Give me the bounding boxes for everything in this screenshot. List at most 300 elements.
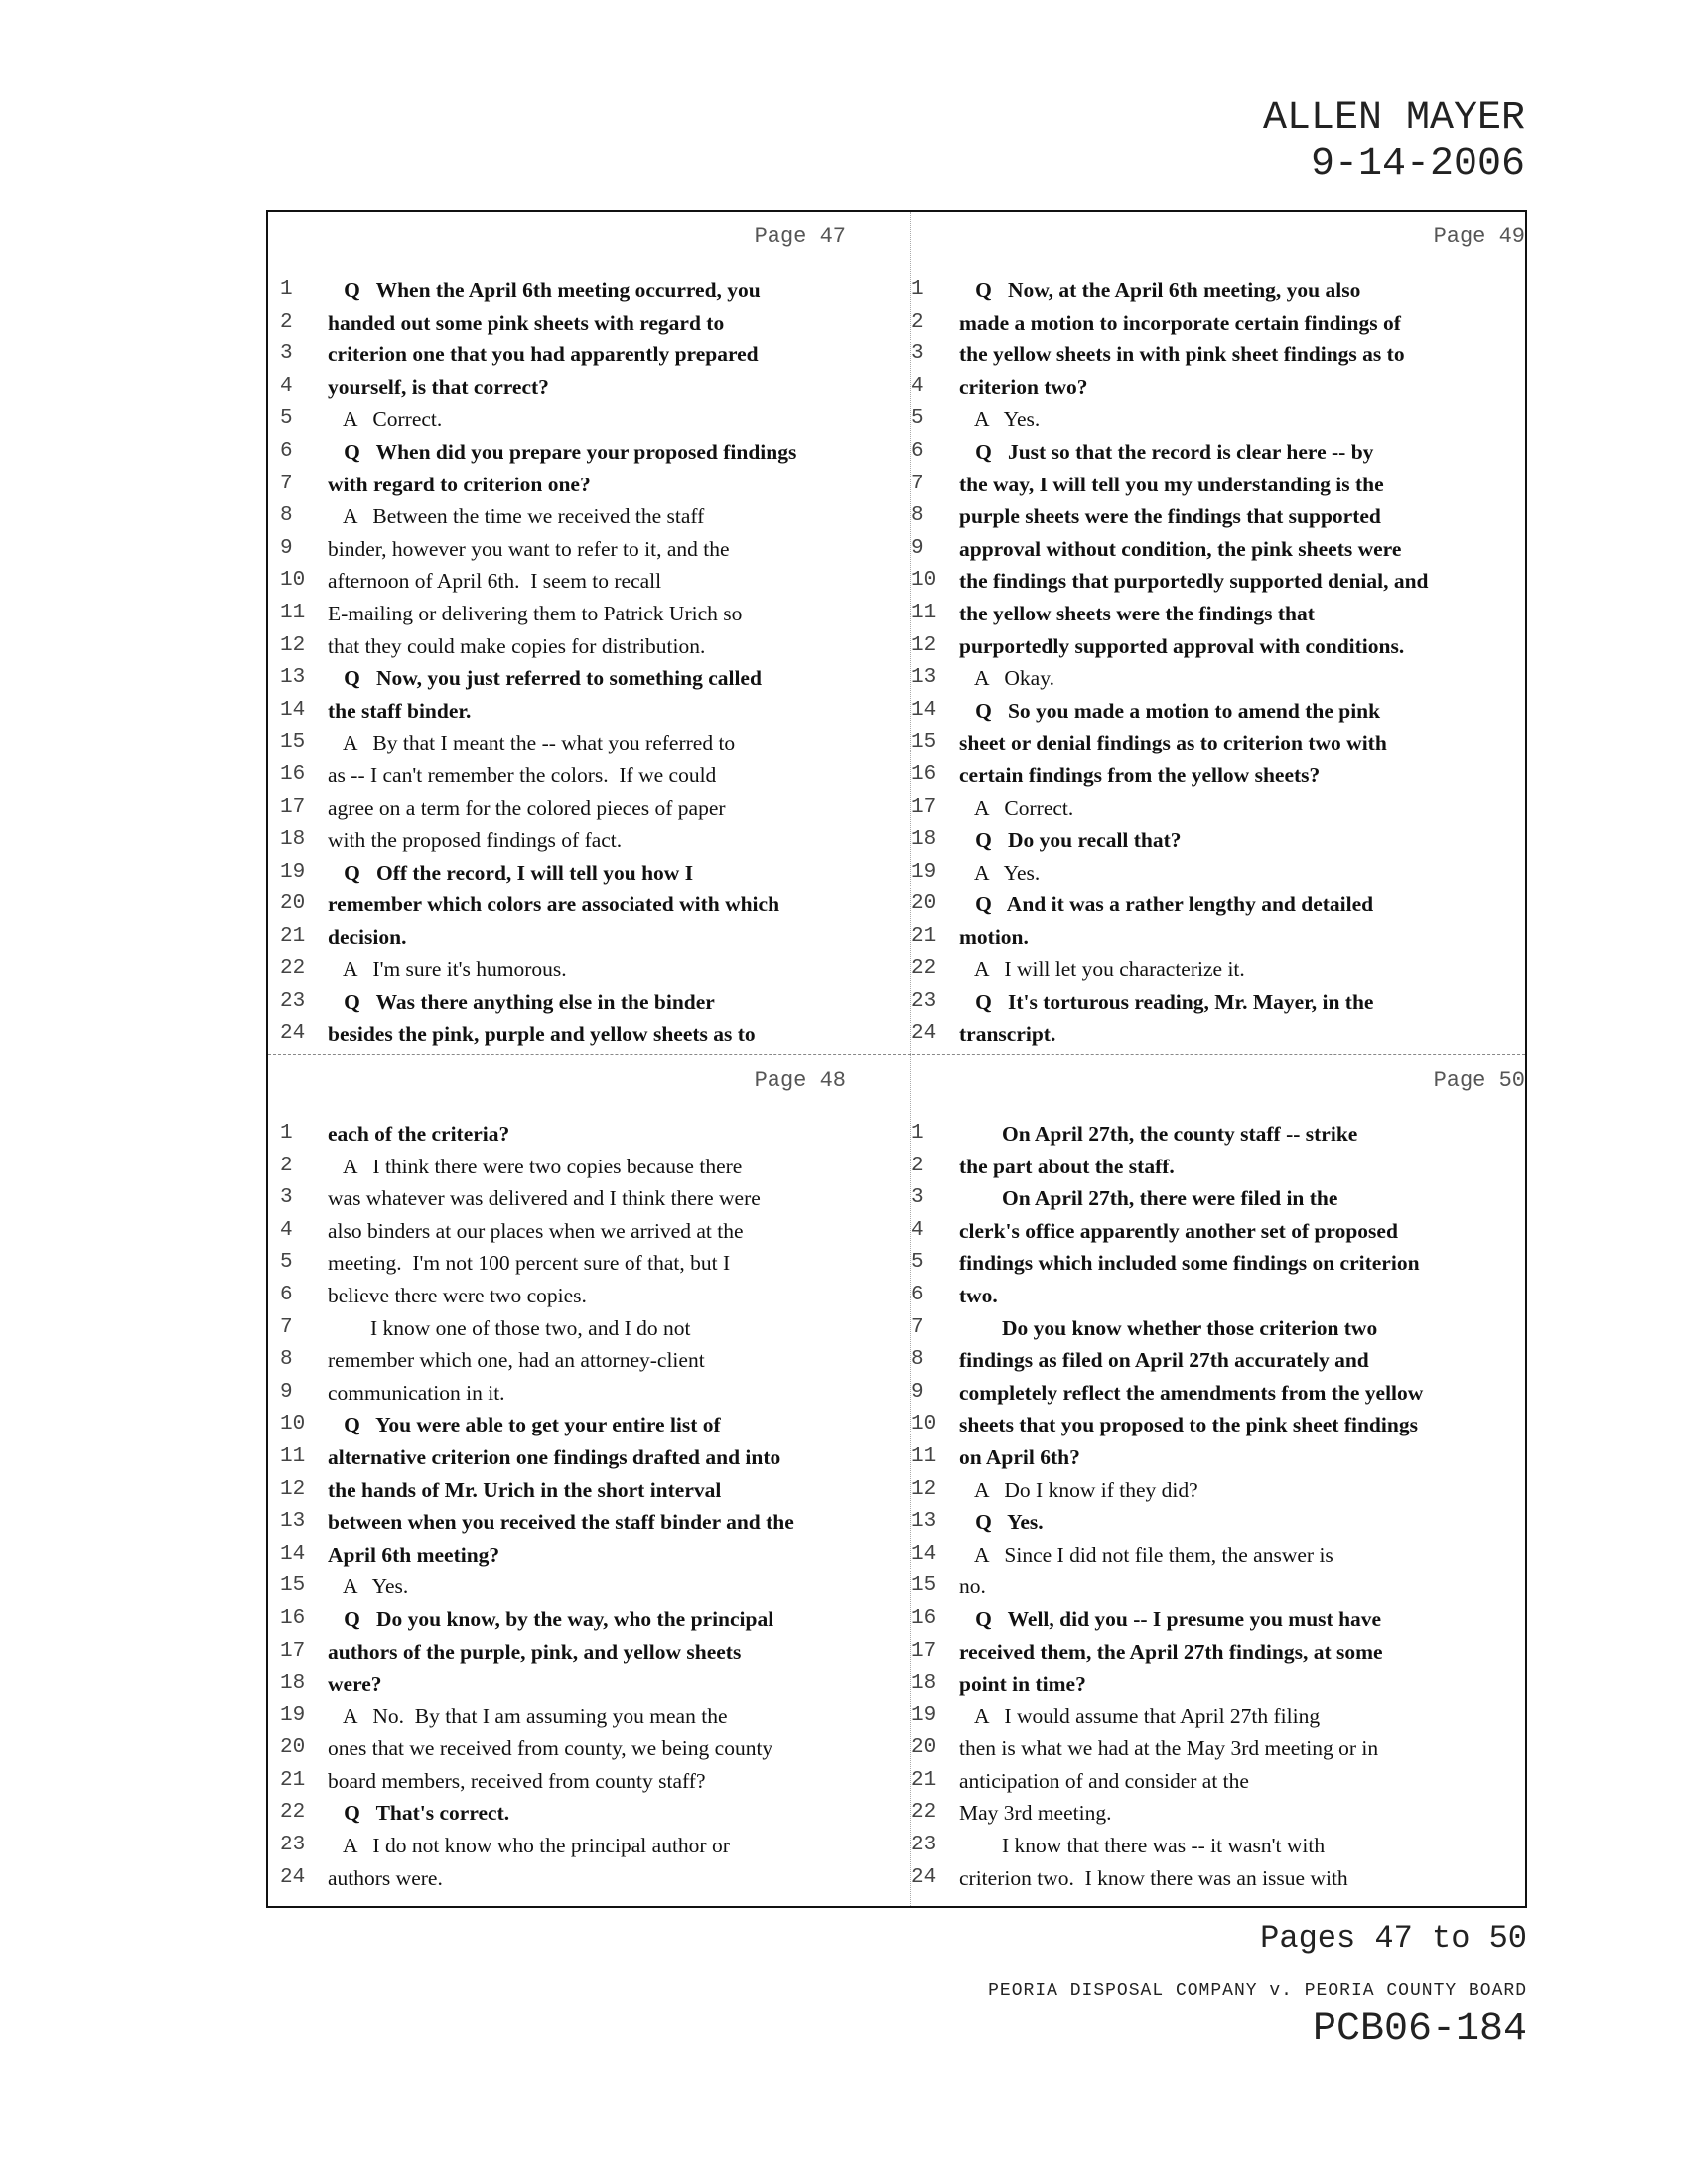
line-text: with regard to criterion one? [328, 472, 591, 496]
transcript-line [280, 1830, 906, 1862]
transcript-line [912, 695, 1537, 728]
line-text: Q It's torturous reading, Mr. Mayer, in the [959, 990, 1374, 1015]
transcript-line [912, 469, 1537, 501]
line-number: 5 [280, 1251, 293, 1275]
line-text: findings as filed on April 27th accurately and [959, 1348, 1369, 1373]
line-text: each of the criteria? [328, 1122, 510, 1146]
line-number: 13 [280, 666, 306, 690]
line-number: 22 [280, 1801, 306, 1825]
line-text: communication in it. [328, 1380, 505, 1405]
transcript-line [280, 1344, 906, 1377]
transcript-line [912, 1539, 1537, 1571]
line-number: 16 [912, 762, 937, 786]
line-text: sheet or denial findings as to criterion two with [959, 731, 1387, 755]
line-number: 22 [912, 1801, 937, 1825]
line-text: alternative criterion one findings drafted and into [328, 1444, 781, 1469]
line-number: 6 [912, 1283, 924, 1306]
line-list [280, 1118, 906, 1894]
line-number: 14 [912, 1542, 937, 1566]
transcript-line [280, 307, 906, 340]
transcript-line [912, 1377, 1537, 1410]
line-number: 13 [912, 666, 937, 690]
line-text: decision. [328, 924, 407, 949]
line-text: also binders at our places when we arrived at the [328, 1218, 744, 1243]
line-text: two. [959, 1283, 998, 1307]
line-number: 3 [912, 1186, 924, 1210]
line-number: 19 [280, 860, 306, 884]
line-number: 2 [280, 1154, 293, 1177]
line-number: 9 [280, 536, 293, 560]
line-text: A Do I know if they did? [959, 1477, 1198, 1502]
line-number: 12 [912, 1477, 937, 1501]
transcript-line [912, 1765, 1537, 1798]
line-number: 10 [912, 1413, 937, 1436]
transcript-line [280, 824, 906, 857]
line-number: 17 [280, 1639, 306, 1663]
line-text: transcript. [959, 1022, 1056, 1046]
transcript-line [912, 1247, 1537, 1280]
line-text: clerk's office apparently another set of proposed [959, 1218, 1398, 1243]
line-number: 24 [912, 1865, 937, 1889]
line-list [280, 274, 906, 1050]
line-number: 4 [280, 374, 293, 398]
transcript-line [280, 1377, 906, 1410]
line-text: Do you know whether those criterion two [959, 1315, 1378, 1340]
transcript-line [912, 1409, 1537, 1441]
line-number: 19 [280, 1704, 306, 1727]
transcript-line [912, 1862, 1537, 1895]
line-number: 3 [280, 342, 293, 366]
transcript-line [912, 1215, 1537, 1248]
line-number: 18 [912, 1672, 937, 1696]
line-text: A Okay. [959, 666, 1054, 691]
line-text: besides the pink, purple and yellow sheets as to [328, 1022, 756, 1046]
line-number: 17 [912, 795, 937, 819]
line-number: 3 [912, 342, 924, 366]
line-text: A Between the time we received the staff [328, 504, 705, 529]
transcript-line [912, 1118, 1537, 1151]
line-number: 19 [912, 860, 937, 884]
line-number: 12 [280, 1477, 306, 1501]
line-text: the yellow sheets in with pink sheet findings as to [959, 342, 1405, 367]
line-number: 13 [280, 1510, 306, 1534]
transcript-line [912, 436, 1537, 469]
transcript-line [280, 1441, 906, 1474]
transcript-line [912, 630, 1537, 663]
line-text: the hands of Mr. Urich in the short interval [328, 1477, 722, 1502]
transcript-line [280, 565, 906, 598]
transcript-line [912, 986, 1537, 1019]
transcript-page [280, 212, 906, 1050]
line-number: 18 [280, 828, 306, 852]
line-text: approval without condition, the pink sheets were [959, 536, 1402, 561]
transcript-line [280, 1668, 906, 1701]
transcript-line [280, 274, 906, 307]
line-number: 23 [280, 1834, 306, 1857]
transcript-line [280, 598, 906, 630]
line-text: the findings that purportedly supported denial, and [959, 569, 1429, 594]
line-number: 7 [280, 472, 293, 495]
transcript-line [280, 1312, 906, 1345]
transcript-line [280, 1732, 906, 1765]
transcript-line [280, 1474, 906, 1507]
transcript-line [280, 500, 906, 533]
line-number: 16 [912, 1606, 937, 1630]
line-text: yourself, is that correct? [328, 374, 549, 399]
line-number: 21 [280, 924, 306, 948]
line-number: 2 [912, 1154, 924, 1177]
transcript-line [912, 1019, 1537, 1051]
line-text: motion. [959, 924, 1029, 949]
transcript-line [280, 888, 906, 921]
line-list [912, 274, 1537, 1050]
line-text: believe there were two copies. [328, 1283, 587, 1307]
line-number: 1 [912, 1122, 924, 1145]
line-number: 11 [280, 601, 306, 624]
transcript-line [912, 1830, 1537, 1862]
line-text: A I would assume that April 27th filing [959, 1704, 1321, 1728]
transcript-line [912, 1732, 1537, 1765]
transcript-line [280, 1247, 906, 1280]
transcript-line [280, 436, 906, 469]
line-number: 20 [912, 1736, 937, 1760]
transcript-line [912, 1636, 1537, 1669]
line-number: 1 [280, 278, 293, 301]
line-number: 11 [280, 1444, 306, 1468]
line-number: 24 [280, 1022, 306, 1045]
line-text: completely reflect the amendments from the yellow [959, 1380, 1424, 1405]
transcript-line [912, 953, 1537, 986]
line-text: between when you received the staff binder and the [328, 1510, 794, 1535]
column-divider [910, 212, 911, 1906]
deposition-date: 9-14-2006 [1310, 142, 1525, 187]
line-text: meeting. I'm not 100 percent sure of that, but I [328, 1251, 731, 1276]
line-text: Q Off the record, I will tell you how I [328, 860, 694, 885]
transcript-line [280, 339, 906, 371]
transcript-line [280, 953, 906, 986]
line-text: April 6th meeting? [328, 1542, 500, 1567]
line-number: 14 [912, 698, 937, 722]
transcript-line [912, 307, 1537, 340]
line-number: 15 [912, 731, 937, 754]
line-number: 16 [280, 762, 306, 786]
line-text: point in time? [959, 1672, 1086, 1697]
line-number: 5 [280, 407, 293, 431]
line-number: 10 [912, 569, 937, 593]
transcript-line [280, 857, 906, 889]
line-text: A I'm sure it's humorous. [328, 957, 567, 982]
line-number: 22 [912, 957, 937, 981]
line-number: 18 [280, 1672, 306, 1696]
line-number: 7 [280, 1315, 293, 1339]
line-text: Q Was there anything else in the binder [328, 990, 715, 1015]
page-number: Page 47 [754, 224, 846, 249]
line-number: 12 [280, 633, 306, 657]
line-number: 1 [280, 1122, 293, 1145]
transcript-line [912, 1280, 1537, 1312]
transcript-line [912, 598, 1537, 630]
transcript-line [280, 630, 906, 663]
line-text: A I do not know who the principal author or [328, 1834, 730, 1858]
transcript-line [280, 1215, 906, 1248]
transcript-line [912, 1797, 1537, 1830]
line-number: 23 [280, 990, 306, 1014]
transcript-line [912, 824, 1537, 857]
line-text: sheets that you proposed to the pink sheet findings [959, 1413, 1418, 1437]
transcript-line [912, 1312, 1537, 1345]
line-text: Q When the April 6th meeting occurred, you [328, 278, 761, 302]
line-text: binder, however you want to refer to it, and the [328, 536, 730, 561]
line-text: then is what we had at the May 3rd meeting or in [959, 1736, 1379, 1761]
transcript-line [912, 792, 1537, 825]
line-number: 6 [280, 439, 293, 463]
transcript-line [912, 500, 1537, 533]
transcript-line [280, 1570, 906, 1603]
line-text: agree on a term for the colored pieces of paper [328, 795, 726, 820]
transcript-line [280, 1118, 906, 1151]
line-text: A Yes. [959, 407, 1041, 432]
pages-range: Pages 47 to 50 [1260, 1920, 1527, 1957]
line-text: anticipation of and consider at the [959, 1768, 1249, 1793]
line-number: 13 [912, 1510, 937, 1534]
transcript-line [912, 274, 1537, 307]
transcript-line [912, 1506, 1537, 1539]
transcript-line [912, 1570, 1537, 1603]
transcript-line [280, 1636, 906, 1669]
line-text: remember which one, had an attorney-client [328, 1348, 705, 1373]
line-text: purportedly supported approval with conditions. [959, 633, 1405, 658]
line-number: 10 [280, 1413, 306, 1436]
line-text: remember which colors are associated with which [328, 892, 780, 917]
line-number: 9 [280, 1380, 293, 1404]
line-text: board members, received from county staff? [328, 1768, 706, 1793]
line-number: 8 [280, 1348, 293, 1372]
line-text: no. [959, 1574, 986, 1599]
line-text: A I think there were two copies because there [328, 1154, 743, 1178]
transcript-line [912, 533, 1537, 566]
line-text: Q When did you prepare your proposed findings [328, 439, 797, 464]
line-number: 6 [280, 1283, 293, 1306]
line-number: 15 [280, 731, 306, 754]
line-number: 23 [912, 1834, 937, 1857]
line-text: Q That's correct. [328, 1801, 510, 1826]
line-text: authors were. [328, 1865, 443, 1890]
transcript-line [280, 1280, 906, 1312]
line-number: 21 [912, 1768, 937, 1792]
page-number: Page 48 [754, 1068, 846, 1093]
deponent-name: ALLEN MAYER [1262, 96, 1525, 141]
line-number: 20 [912, 892, 937, 916]
line-text: E-mailing or delivering them to Patrick Urich so [328, 601, 743, 625]
line-number: 4 [912, 374, 924, 398]
line-text: the staff binder. [328, 698, 472, 723]
line-text: On April 27th, there were filed in the [959, 1186, 1338, 1211]
line-number: 15 [280, 1574, 306, 1598]
line-number: 7 [912, 1315, 924, 1339]
line-text: were? [328, 1672, 382, 1697]
line-number: 2 [912, 310, 924, 334]
line-number: 7 [912, 472, 924, 495]
transcript-line [280, 1603, 906, 1636]
transcript-line [280, 1862, 906, 1895]
line-text: as -- I can't remember the colors. If we could [328, 762, 717, 787]
line-number: 4 [912, 1218, 924, 1242]
transcript-page [280, 1056, 906, 1894]
line-text: was whatever was delivered and I think there were [328, 1186, 761, 1211]
transcript-line [912, 565, 1537, 598]
line-text: Q Now, you just referred to something called [328, 666, 762, 691]
transcript-line [912, 403, 1537, 436]
line-text: Q Yes. [959, 1510, 1044, 1535]
line-text: the yellow sheets were the findings that [959, 601, 1315, 625]
line-number: 22 [280, 957, 306, 981]
transcript-line [280, 695, 906, 728]
line-text: A I will let you characterize it. [959, 957, 1245, 982]
transcript-line [912, 1344, 1537, 1377]
line-number: 8 [280, 504, 293, 528]
line-text: with the proposed findings of fact. [328, 828, 623, 853]
transcript-line [280, 986, 906, 1019]
line-number: 17 [912, 1639, 937, 1663]
line-number: 12 [912, 633, 937, 657]
transcript-line [280, 727, 906, 759]
line-list [912, 1118, 1537, 1894]
line-text: Q Do you recall that? [959, 828, 1182, 853]
line-text: the part about the staff. [959, 1154, 1175, 1178]
line-number: 8 [912, 504, 924, 528]
line-number: 20 [280, 1736, 306, 1760]
line-number: 11 [912, 601, 937, 624]
transcript-line [280, 1182, 906, 1215]
transcript-line [912, 1603, 1537, 1636]
transcript-line [912, 1182, 1537, 1215]
line-text: On April 27th, the county staff -- strike [959, 1122, 1358, 1146]
line-text: A By that I meant the -- what you referred to [328, 731, 736, 755]
line-number: 2 [280, 310, 293, 334]
case-number: PCB06-184 [1312, 2007, 1527, 2052]
line-text: A Yes. [328, 1574, 409, 1599]
transcript-line [280, 533, 906, 566]
line-text: A Correct. [328, 407, 443, 432]
line-text: A No. By that I am assuming you mean the [328, 1704, 728, 1728]
transcript-line [912, 371, 1537, 404]
transcript-line [912, 727, 1537, 759]
transcript-line [280, 469, 906, 501]
line-number: 9 [912, 536, 924, 560]
line-text: ones that we received from county, we being county [328, 1736, 773, 1761]
transcript-line [912, 1474, 1537, 1507]
row-divider [268, 1054, 1525, 1055]
transcript-line [280, 1797, 906, 1830]
line-number: 21 [280, 1768, 306, 1792]
line-text: purple sheets were the findings that supported [959, 504, 1381, 529]
line-text: Q So you made a motion to amend the pink [959, 698, 1381, 723]
line-number: 15 [912, 1574, 937, 1598]
line-number: 9 [912, 1380, 924, 1404]
line-number: 11 [912, 1444, 937, 1468]
line-text: A Correct. [959, 795, 1074, 820]
transcript-line [280, 759, 906, 792]
transcript-line [912, 1701, 1537, 1733]
transcript-line [912, 759, 1537, 792]
line-number: 1 [912, 278, 924, 301]
line-text: I know one of those two, and I do not [328, 1315, 691, 1340]
line-text: A Yes. [959, 860, 1041, 885]
line-text: made a motion to incorporate certain findings of [959, 310, 1401, 335]
transcript-line [912, 888, 1537, 921]
line-text: criterion two? [959, 374, 1088, 399]
line-number: 8 [912, 1348, 924, 1372]
transcript-line [912, 1668, 1537, 1701]
transcript-page [912, 1056, 1537, 1894]
transcript-line [912, 857, 1537, 889]
line-text: criterion one that you had apparently prepared [328, 342, 759, 367]
case-name: PEORIA DISPOSAL COMPANY v. PEORIA COUNTY BOARD [988, 1981, 1527, 2001]
transcript-line [280, 1539, 906, 1571]
line-number: 19 [912, 1704, 937, 1727]
transcript-line [912, 1151, 1537, 1183]
transcript-line [280, 1701, 906, 1733]
transcript-box [266, 210, 1527, 1908]
line-number: 21 [912, 924, 937, 948]
line-text: handed out some pink sheets with regard to [328, 310, 725, 335]
line-text: Q Now, at the April 6th meeting, you also [959, 278, 1361, 302]
line-text: A Since I did not file them, the answer is [959, 1542, 1333, 1567]
line-text: I know that there was -- it wasn't with [959, 1834, 1326, 1858]
transcript-line [912, 662, 1537, 695]
line-number: 6 [912, 439, 924, 463]
page-number: Page 50 [1433, 1068, 1525, 1093]
line-text: Q You were able to get your entire list of [328, 1413, 721, 1437]
line-text: on April 6th? [959, 1444, 1080, 1469]
line-text: May 3rd meeting. [959, 1801, 1112, 1826]
transcript-line [280, 1151, 906, 1183]
line-text: criterion two. I know there was an issue with [959, 1865, 1348, 1890]
page-number: Page 49 [1433, 224, 1525, 249]
line-number: 16 [280, 1606, 306, 1630]
line-number: 14 [280, 1542, 306, 1566]
line-number: 5 [912, 1251, 924, 1275]
transcript-line [912, 921, 1537, 954]
line-number: 24 [280, 1865, 306, 1889]
line-number: 17 [280, 795, 306, 819]
line-text: Q Just so that the record is clear here -- by [959, 439, 1374, 464]
transcript-line [912, 1441, 1537, 1474]
line-number: 5 [912, 407, 924, 431]
transcript-line [280, 1506, 906, 1539]
line-text: authors of the purple, pink, and yellow sheets [328, 1639, 742, 1664]
line-number: 3 [280, 1186, 293, 1210]
line-number: 18 [912, 828, 937, 852]
line-number: 4 [280, 1218, 293, 1242]
line-text: the way, I will tell you my understanding is the [959, 472, 1384, 496]
transcript-line [280, 1409, 906, 1441]
line-text: that they could make copies for distribution. [328, 633, 706, 658]
line-number: 24 [912, 1022, 937, 1045]
line-text: certain findings from the yellow sheets? [959, 762, 1321, 787]
transcript-line [912, 339, 1537, 371]
transcript-line [280, 1019, 906, 1051]
line-text: Q Well, did you -- I presume you must have [959, 1606, 1382, 1631]
line-text: received them, the April 27th findings, at some [959, 1639, 1383, 1664]
transcript-page [912, 212, 1537, 1050]
line-text: findings which included some findings on criterion [959, 1251, 1420, 1276]
transcript-line [280, 403, 906, 436]
transcript-line [280, 921, 906, 954]
transcript-line [280, 662, 906, 695]
transcript-line [280, 371, 906, 404]
transcript-line [280, 1765, 906, 1798]
